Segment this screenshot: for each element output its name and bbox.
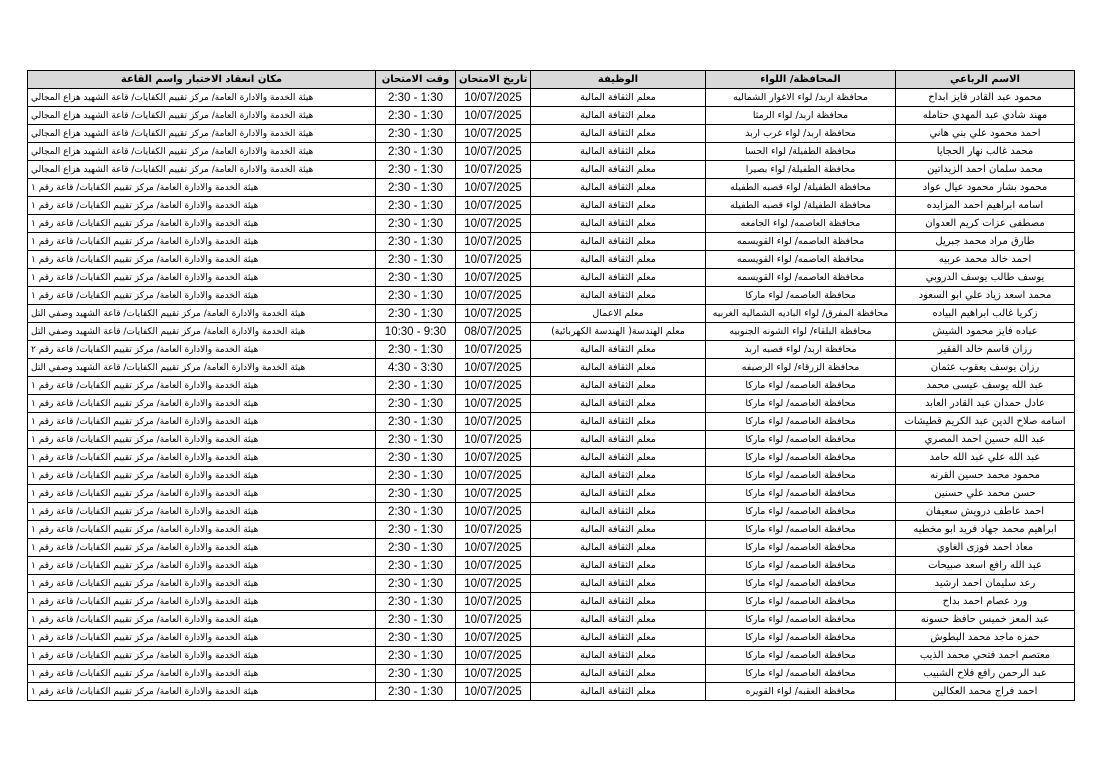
table-row	[28, 539, 1075, 557]
cell-governorate: محافظة العاصمه/ لواء ماركا	[706, 287, 896, 305]
cell-time: 2:30 - 1:30	[376, 161, 456, 179]
cell-location: هيئة الخدمة والادارة العامة/ مركز تقييم الكفايات/ قاعة الشهيد هزاع المجالي	[28, 89, 376, 107]
table-row	[28, 197, 1075, 215]
cell-job: معلم الهندسة( الهندسة الكهربائية)	[531, 323, 706, 341]
cell-date: 10/07/2025	[456, 467, 531, 485]
cell-governorate: محافظة الطفيلة/ لواء الحسا	[706, 143, 896, 161]
cell-governorate: محافظة العاصمه/ لواء ماركا	[706, 413, 896, 431]
cell-time: 2:30 - 1:30	[376, 251, 456, 269]
cell-date: 10/07/2025	[456, 521, 531, 539]
cell-job: معلم الثقافة المالية	[531, 143, 706, 161]
cell-job: معلم الثقافة المالية	[531, 89, 706, 107]
cell-time: 2:30 - 1:30	[376, 305, 456, 323]
cell-date: 10/07/2025	[456, 395, 531, 413]
table-row	[28, 557, 1075, 575]
cell-governorate: محافظة العاصمه/ لواء الجامعه	[706, 215, 896, 233]
cell-governorate: محافظة الطفيلة/ لواء قصبه الطفيله	[706, 197, 896, 215]
cell-location: هيئة الخدمة والادارة العامة/ مركز تقييم الكفايات/ قاعة رقم ١	[28, 431, 376, 449]
table-row	[28, 395, 1075, 413]
cell-location: هيئة الخدمة والادارة العامة/ مركز تقييم الكفايات/ قاعة رقم ١	[28, 485, 376, 503]
cell-name: رزان قاسم خالد الفقير	[896, 341, 1075, 359]
cell-job: معلم الثقافة المالية	[531, 359, 706, 377]
cell-time: 2:30 - 1:30	[376, 467, 456, 485]
exam-schedule-table	[27, 70, 1075, 701]
cell-job: معلم الثقافة المالية	[531, 197, 706, 215]
cell-governorate: محافظة العاصمه/ لواء ماركا	[706, 665, 896, 683]
cell-date: 10/07/2025	[456, 575, 531, 593]
cell-location: هيئة الخدمة والادارة العامة/ مركز تقييم الكفايات/ قاعة رقم ١	[28, 539, 376, 557]
cell-location: هيئة الخدمة والادارة العامة/ مركز تقييم الكفايات/ قاعة الشهيد هزاع المجالي	[28, 107, 376, 125]
cell-governorate: محافظة العاصمه/ لواء ماركا	[706, 431, 896, 449]
cell-date: 10/07/2025	[456, 431, 531, 449]
cell-location: هيئة الخدمة والادارة العامة/ مركز تقييم الكفايات/ قاعة الشهيد هزاع المجالي	[28, 125, 376, 143]
cell-governorate: محافظة العاصمه/ لواء ماركا	[706, 485, 896, 503]
cell-time: 2:30 - 1:30	[376, 107, 456, 125]
cell-job: معلم الثقافة المالية	[531, 269, 706, 287]
cell-name: اسامه ابراهيم احمد المزايده	[896, 197, 1075, 215]
header-time: وقت الامتحان	[376, 71, 456, 89]
cell-governorate: محافظة اربد/ لواء الاغوار الشماليه	[706, 89, 896, 107]
cell-governorate: محافظة الزرقاء/ لواء الرصيفه	[706, 359, 896, 377]
cell-date: 10/07/2025	[456, 539, 531, 557]
cell-job: معلم الثقافة المالية	[531, 413, 706, 431]
cell-governorate: محافظة البلقاء/ لواء الشونه الجنوبيه	[706, 323, 896, 341]
cell-governorate: محافظة المفرق/ لواء الباديه الشماليه الغربيه	[706, 305, 896, 323]
header-governorate: المحافظة/ اللواء	[706, 71, 896, 89]
cell-location: هيئة الخدمة والادارة العامة/ مركز تقييم الكفايات/ قاعة رقم ١	[28, 287, 376, 305]
table-row	[28, 143, 1075, 161]
table-row	[28, 323, 1075, 341]
table-row	[28, 161, 1075, 179]
cell-time: 2:30 - 1:30	[376, 233, 456, 251]
cell-time: 2:30 - 1:30	[376, 395, 456, 413]
cell-time: 2:30 - 1:30	[376, 341, 456, 359]
cell-location: هيئة الخدمة والادارة العامة/ مركز تقييم الكفايات/ قاعة رقم ١	[28, 467, 376, 485]
cell-name: حسن محمد علي حسنين	[896, 485, 1075, 503]
cell-location: هيئة الخدمة والادارة العامة/ مركز تقييم الكفايات/ قاعة رقم ١	[28, 629, 376, 647]
cell-time: 2:30 - 1:30	[376, 215, 456, 233]
table-row	[28, 647, 1075, 665]
table-row	[28, 431, 1075, 449]
cell-job: معلم الثقافة المالية	[531, 629, 706, 647]
cell-time: 2:30 - 1:30	[376, 377, 456, 395]
cell-time: 2:30 - 1:30	[376, 179, 456, 197]
cell-time: 2:30 - 1:30	[376, 287, 456, 305]
cell-date: 10/07/2025	[456, 89, 531, 107]
cell-governorate: محافظة العاصمه/ لواء ماركا	[706, 395, 896, 413]
cell-name: مهند شادي عبد المهدي حتامله	[896, 107, 1075, 125]
cell-time: 2:30 - 1:30	[376, 503, 456, 521]
table-row	[28, 89, 1075, 107]
header-row	[28, 71, 1075, 89]
cell-job: معلم الثقافة المالية	[531, 575, 706, 593]
cell-name: عادل حمدان عبد القادر العابد	[896, 395, 1075, 413]
cell-name: حمزه ماجد محمد البطوش	[896, 629, 1075, 647]
exam-schedule-sheet	[27, 70, 1074, 701]
cell-name: عبد المعز خميس حافظ حسونه	[896, 611, 1075, 629]
cell-governorate: محافظة العاصمه/ لواء القويسمه	[706, 251, 896, 269]
cell-date: 10/07/2025	[456, 647, 531, 665]
cell-name: رزان يوسف يعقوب عثمان	[896, 359, 1075, 377]
cell-location: هيئة الخدمة والادارة العامة/ مركز تقييم الكفايات/ قاعة رقم ١	[28, 647, 376, 665]
table-row	[28, 629, 1075, 647]
cell-time: 4:30 - 3:30	[376, 359, 456, 377]
cell-governorate: محافظة الطفيلة/ لواء قصبه الطفيله	[706, 179, 896, 197]
cell-governorate: محافظة الطفيلة/ لواء بصيرا	[706, 161, 896, 179]
cell-date: 10/07/2025	[456, 143, 531, 161]
cell-location: هيئة الخدمة والادارة العامة/ مركز تقييم الكفايات/ قاعة رقم ١	[28, 611, 376, 629]
cell-location: هيئة الخدمة والادارة العامة/ مركز تقييم الكفايات/ قاعة رقم ١	[28, 197, 376, 215]
cell-job: معلم الثقافة المالية	[531, 611, 706, 629]
cell-time: 2:30 - 1:30	[376, 269, 456, 287]
cell-governorate: محافظة اربد/ لواء قصبه اربد	[706, 341, 896, 359]
cell-time: 2:30 - 1:30	[376, 629, 456, 647]
cell-governorate: محافظة العاصمه/ لواء ماركا	[706, 449, 896, 467]
cell-name: عبد الله يوسف عيسى محمد	[896, 377, 1075, 395]
table-row	[28, 467, 1075, 485]
cell-location: هيئة الخدمة والادارة العامة/ مركز تقييم الكفايات/ قاعة رقم ١	[28, 413, 376, 431]
cell-name: ورد عصام احمد بداح	[896, 593, 1075, 611]
cell-governorate: محافظة اربد/ لواء الرمثا	[706, 107, 896, 125]
cell-date: 10/07/2025	[456, 629, 531, 647]
cell-name: محمود بشار محمود عيال عواد	[896, 179, 1075, 197]
cell-location: هيئة الخدمة والادارة العامة/ مركز تقييم الكفايات/ قاعة رقم ١	[28, 665, 376, 683]
cell-job: معلم الثقافة المالية	[531, 665, 706, 683]
cell-job: معلم الثقافة المالية	[531, 431, 706, 449]
table-row	[28, 377, 1075, 395]
cell-date: 10/07/2025	[456, 215, 531, 233]
table-row	[28, 287, 1075, 305]
cell-governorate: محافظة العاصمه/ لواء ماركا	[706, 557, 896, 575]
cell-time: 2:30 - 1:30	[376, 521, 456, 539]
cell-job: معلم الثقافة المالية	[531, 215, 706, 233]
cell-name: محمد سلمان احمد الزيداتين	[896, 161, 1075, 179]
cell-job: معلم الثقافة المالية	[531, 557, 706, 575]
cell-location: هيئة الخدمة والادارة العامة/ مركز تقييم الكفايات/ قاعة رقم ١	[28, 521, 376, 539]
cell-governorate: محافظة العاصمه/ لواء ماركا	[706, 629, 896, 647]
cell-date: 08/07/2025	[456, 323, 531, 341]
cell-time: 2:30 - 1:30	[376, 575, 456, 593]
cell-name: يوسف طالب يوسف الدروبي	[896, 269, 1075, 287]
table-row	[28, 449, 1075, 467]
cell-job: معلم الثقافة المالية	[531, 503, 706, 521]
cell-date: 10/07/2025	[456, 251, 531, 269]
cell-date: 10/07/2025	[456, 611, 531, 629]
cell-location: هيئة الخدمة والادارة العامة/ مركز تقييم الكفايات/ قاعة رقم ١	[28, 395, 376, 413]
cell-name: محمد غالب نهار الحجايا	[896, 143, 1075, 161]
cell-date: 10/07/2025	[456, 683, 531, 701]
cell-time: 2:30 - 1:30	[376, 143, 456, 161]
cell-time: 2:30 - 1:30	[376, 431, 456, 449]
cell-job: معلم الثقافة المالية	[531, 233, 706, 251]
table-row	[28, 233, 1075, 251]
cell-location: هيئة الخدمة والادارة العامة/ مركز تقييم الكفايات/ قاعة الشهيد هزاع المجالي	[28, 143, 376, 161]
cell-time: 2:30 - 1:30	[376, 125, 456, 143]
cell-name: محمود عبد القادر فايز ابداح	[896, 89, 1075, 107]
cell-location: هيئة الخدمة والادارة العامة/ مركز تقييم الكفايات/ قاعة رقم ١	[28, 503, 376, 521]
cell-job: معلم الثقافة المالية	[531, 107, 706, 125]
cell-job: معلم الثقافة المالية	[531, 161, 706, 179]
cell-name: احمد محمود علي بني هاني	[896, 125, 1075, 143]
cell-job: معلم الثقافة المالية	[531, 395, 706, 413]
cell-date: 10/07/2025	[456, 449, 531, 467]
cell-time: 2:30 - 1:30	[376, 557, 456, 575]
cell-job: معلم الثقافة المالية	[531, 377, 706, 395]
cell-time: 2:30 - 1:30	[376, 413, 456, 431]
cell-time: 2:30 - 1:30	[376, 665, 456, 683]
cell-time: 2:30 - 1:30	[376, 197, 456, 215]
header-job: الوظيفة	[531, 71, 706, 89]
cell-name: عبد الله رافع اسعد صبيحات	[896, 557, 1075, 575]
table-row	[28, 485, 1075, 503]
cell-date: 10/07/2025	[456, 593, 531, 611]
cell-location: هيئة الخدمة والادارة العامة/ مركز تقييم الكفايات/ قاعة رقم ١	[28, 449, 376, 467]
table-row	[28, 251, 1075, 269]
cell-date: 10/07/2025	[456, 107, 531, 125]
table-row	[28, 593, 1075, 611]
cell-job: معلم الثقافة المالية	[531, 251, 706, 269]
cell-date: 10/07/2025	[456, 557, 531, 575]
cell-date: 10/07/2025	[456, 377, 531, 395]
cell-date: 10/07/2025	[456, 197, 531, 215]
cell-job: معلم الثقافة المالية	[531, 467, 706, 485]
cell-name: زكريا غالب ابراهيم البياده	[896, 305, 1075, 323]
cell-job: معلم الثقافة المالية	[531, 449, 706, 467]
cell-governorate: محافظة العاصمه/ لواء ماركا	[706, 593, 896, 611]
cell-name: احمد خالد محمد عربيه	[896, 251, 1075, 269]
cell-name: معاذ احمد فوزى الغاوي	[896, 539, 1075, 557]
cell-governorate: محافظة العاصمه/ لواء ماركا	[706, 503, 896, 521]
cell-date: 10/07/2025	[456, 305, 531, 323]
table-row	[28, 215, 1075, 233]
table-row	[28, 503, 1075, 521]
cell-date: 10/07/2025	[456, 125, 531, 143]
cell-location: هيئة الخدمة والادارة العامة/ مركز تقييم الكفايات/ قاعة رقم ١	[28, 377, 376, 395]
cell-time: 2:30 - 1:30	[376, 449, 456, 467]
cell-date: 10/07/2025	[456, 341, 531, 359]
cell-job: معلم الثقافة المالية	[531, 521, 706, 539]
cell-name: عبد الله علي عبد الله حامد	[896, 449, 1075, 467]
cell-job: معلم الثقافة المالية	[531, 179, 706, 197]
cell-location: هيئة الخدمة والادارة العامة/ مركز تقييم الكفايات/ قاعة رقم ١	[28, 269, 376, 287]
cell-governorate: محافظة العاصمه/ لواء ماركا	[706, 467, 896, 485]
cell-location: هيئة الخدمة والادارة العامة/ مركز تقييم الكفايات/ قاعة الشهيد وصفي التل	[28, 323, 376, 341]
cell-name: ابراهيم محمد جهاد فريد ابو مخطيه	[896, 521, 1075, 539]
cell-time: 2:30 - 1:30	[376, 611, 456, 629]
cell-job: معلم الاعمال	[531, 305, 706, 323]
cell-time: 2:30 - 1:30	[376, 89, 456, 107]
cell-date: 10/07/2025	[456, 359, 531, 377]
cell-name: عبد الرحمن رافع فلاح الشبيب	[896, 665, 1075, 683]
cell-location: هيئة الخدمة والادارة العامة/ مركز تقييم الكفايات/ قاعة رقم ١	[28, 251, 376, 269]
cell-name: معتصم احمد فتحي محمد الذيب	[896, 647, 1075, 665]
cell-job: معلم الثقافة المالية	[531, 593, 706, 611]
table-row	[28, 575, 1075, 593]
cell-date: 10/07/2025	[456, 179, 531, 197]
cell-governorate: محافظة العاصمه/ لواء القويسمه	[706, 269, 896, 287]
cell-name: مصطفى عزات كريم العدوان	[896, 215, 1075, 233]
cell-name: محمد اسعد زياد علي ابو السعود	[896, 287, 1075, 305]
cell-location: هيئة الخدمة والادارة العامة/ مركز تقييم الكفايات/ قاعة رقم ١	[28, 233, 376, 251]
cell-location: هيئة الخدمة والادارة العامة/ مركز تقييم الكفايات/ قاعة رقم ١	[28, 575, 376, 593]
cell-location: هيئة الخدمة والادارة العامة/ مركز تقييم الكفايات/ قاعة الشهيد وصفي التل	[28, 359, 376, 377]
header-location: مكان انعقاد الاختبار واسم القاعة	[28, 71, 376, 89]
table-row	[28, 359, 1075, 377]
cell-governorate: محافظة اربد/ لواء غرب اربد	[706, 125, 896, 143]
cell-job: معلم الثقافة المالية	[531, 341, 706, 359]
header-date: تاريخ الامتحان	[456, 71, 531, 89]
cell-governorate: محافظة العاصمه/ لواء ماركا	[706, 377, 896, 395]
cell-date: 10/07/2025	[456, 413, 531, 431]
cell-governorate: محافظة العاصمه/ لواء ماركا	[706, 539, 896, 557]
table-row	[28, 683, 1075, 701]
header-name: الاسم الرباعي	[896, 71, 1075, 89]
cell-job: معلم الثقافة المالية	[531, 485, 706, 503]
cell-time: 2:30 - 1:30	[376, 485, 456, 503]
cell-date: 10/07/2025	[456, 665, 531, 683]
cell-job: معلم الثقافة المالية	[531, 539, 706, 557]
cell-name: محمود محمد حسين القرنه	[896, 467, 1075, 485]
cell-name: عبد الله حسين احمد المصري	[896, 431, 1075, 449]
cell-name: احمد عاطف درويش سعيفان	[896, 503, 1075, 521]
cell-governorate: محافظة العاصمه/ لواء ماركا	[706, 521, 896, 539]
cell-governorate: محافظة العاصمه/ لواء ماركا	[706, 647, 896, 665]
cell-location: هيئة الخدمة والادارة العامة/ مركز تقييم الكفايات/ قاعة رقم ١	[28, 215, 376, 233]
cell-name: طارق مراد محمد جبريل	[896, 233, 1075, 251]
table-row	[28, 611, 1075, 629]
cell-date: 10/07/2025	[456, 233, 531, 251]
cell-job: معلم الثقافة المالية	[531, 125, 706, 143]
cell-location: هيئة الخدمة والادارة العامة/ مركز تقييم الكفايات/ قاعة رقم ١	[28, 557, 376, 575]
cell-date: 10/07/2025	[456, 485, 531, 503]
table-row	[28, 413, 1075, 431]
cell-date: 10/07/2025	[456, 269, 531, 287]
cell-time: 2:30 - 1:30	[376, 683, 456, 701]
cell-name: اسامه صلاح الدين عبد الكريم قطيشات	[896, 413, 1075, 431]
cell-location: هيئة الخدمة والادارة العامة/ مركز تقييم الكفايات/ قاعة الشهيد وصفي التل	[28, 305, 376, 323]
cell-time: 10:30 - 9:30	[376, 323, 456, 341]
cell-name: رعد سليمان احمد ارشيد	[896, 575, 1075, 593]
table-row	[28, 305, 1075, 323]
cell-location: هيئة الخدمة والادارة العامة/ مركز تقييم الكفايات/ قاعة رقم ١	[28, 593, 376, 611]
cell-location: هيئة الخدمة والادارة العامة/ مركز تقييم الكفايات/ قاعة رقم ١	[28, 179, 376, 197]
cell-name: عباده فايز محمود الشيش	[896, 323, 1075, 341]
cell-job: معلم الثقافة المالية	[531, 647, 706, 665]
cell-time: 2:30 - 1:30	[376, 593, 456, 611]
table-body	[28, 89, 1075, 701]
cell-location: هيئة الخدمة والادارة العامة/ مركز تقييم الكفايات/ قاعة الشهيد هزاع المجالي	[28, 161, 376, 179]
table-row	[28, 341, 1075, 359]
cell-governorate: محافظة العاصمه/ لواء القويسمه	[706, 233, 896, 251]
cell-date: 10/07/2025	[456, 161, 531, 179]
cell-time: 2:30 - 1:30	[376, 647, 456, 665]
table-row	[28, 269, 1075, 287]
table-row	[28, 521, 1075, 539]
table-row	[28, 179, 1075, 197]
table-row	[28, 125, 1075, 143]
cell-job: معلم الثقافة المالية	[531, 287, 706, 305]
cell-date: 10/07/2025	[456, 503, 531, 521]
cell-date: 10/07/2025	[456, 287, 531, 305]
cell-location: هيئة الخدمة والادارة العامة/ مركز تقييم الكفايات/ قاعة رقم ٢	[28, 341, 376, 359]
cell-governorate: محافظة العاصمه/ لواء ماركا	[706, 611, 896, 629]
table-row	[28, 665, 1075, 683]
table-row	[28, 107, 1075, 125]
cell-governorate: محافظة العاصمه/ لواء ماركا	[706, 575, 896, 593]
cell-job: معلم الثقافة المالية	[531, 683, 706, 701]
cell-time: 2:30 - 1:30	[376, 539, 456, 557]
cell-location: هيئة الخدمة والادارة العامة/ مركز تقييم الكفايات/ قاعة رقم ١	[28, 683, 376, 701]
cell-name: احمد فراج محمد العكالين	[896, 683, 1075, 701]
cell-governorate: محافظة العقبه/ لواء القويره	[706, 683, 896, 701]
